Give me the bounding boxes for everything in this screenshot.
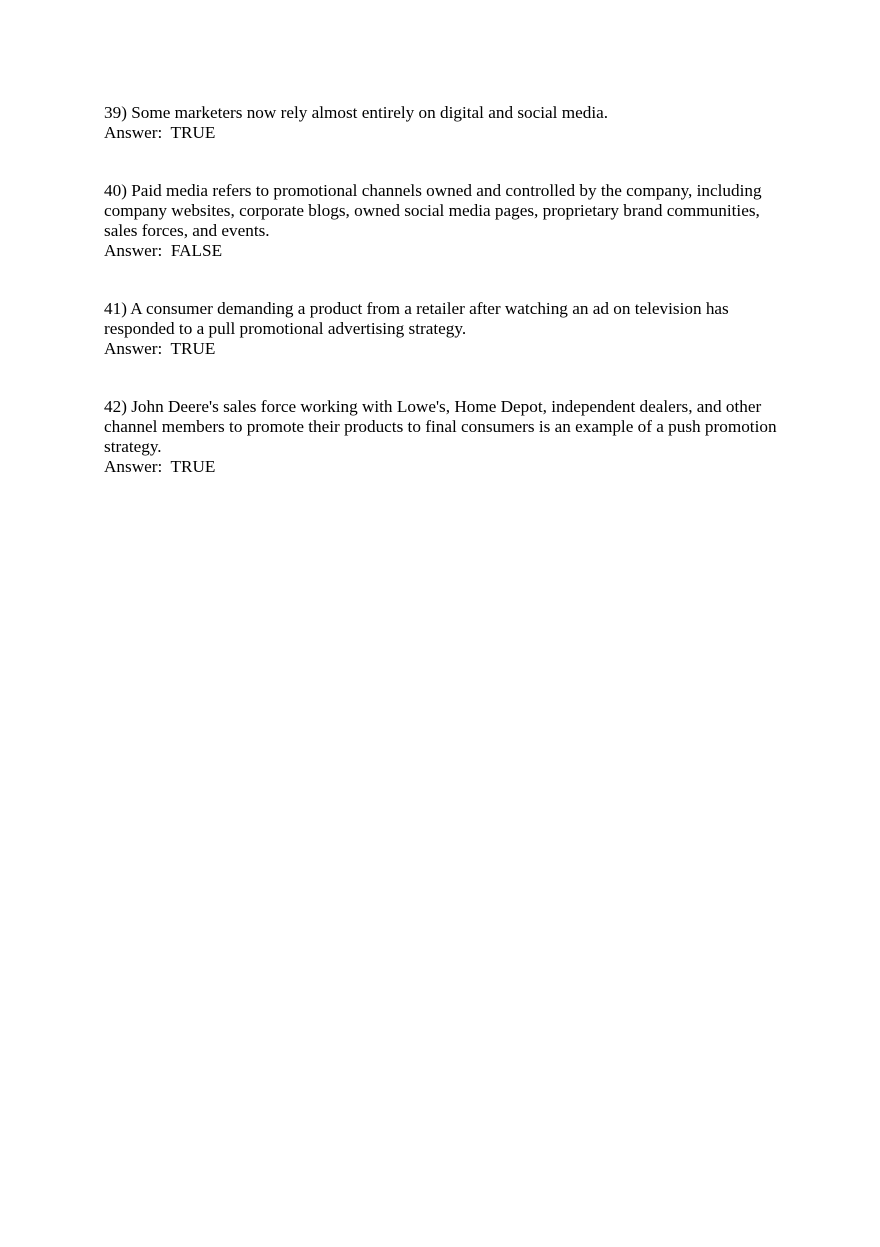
- question-text: 40) Paid media refers to promotional channels owned and controlled by the company, including company websites, corporate blogs, owned social media pages, proprietary brand communities, sales forces, and events.: [104, 181, 762, 240]
- answer-line: Answer: TRUE: [104, 123, 216, 142]
- answer-line: Answer: FALSE: [104, 241, 223, 260]
- question-text: 42) John Deere's sales force working with Lowe's, Home Depot, independent dealers, and other channel members to promote their products to final consumers is an example of a push promotion strategy.: [104, 397, 777, 456]
- answer-line: Answer: TRUE: [104, 339, 216, 358]
- question-item: [104, 397, 784, 477]
- answer-line: Answer: TRUE: [104, 457, 216, 476]
- question-list: [104, 103, 784, 477]
- question-item: [104, 181, 784, 261]
- question-item: [104, 103, 784, 143]
- question-item: [104, 299, 784, 359]
- question-text: 41) A consumer demanding a product from a retailer after watching an ad on television has responded to a pull promotional advertising strategy.: [104, 299, 729, 338]
- question-text: 39) Some marketers now rely almost entirely on digital and social media.: [104, 103, 609, 122]
